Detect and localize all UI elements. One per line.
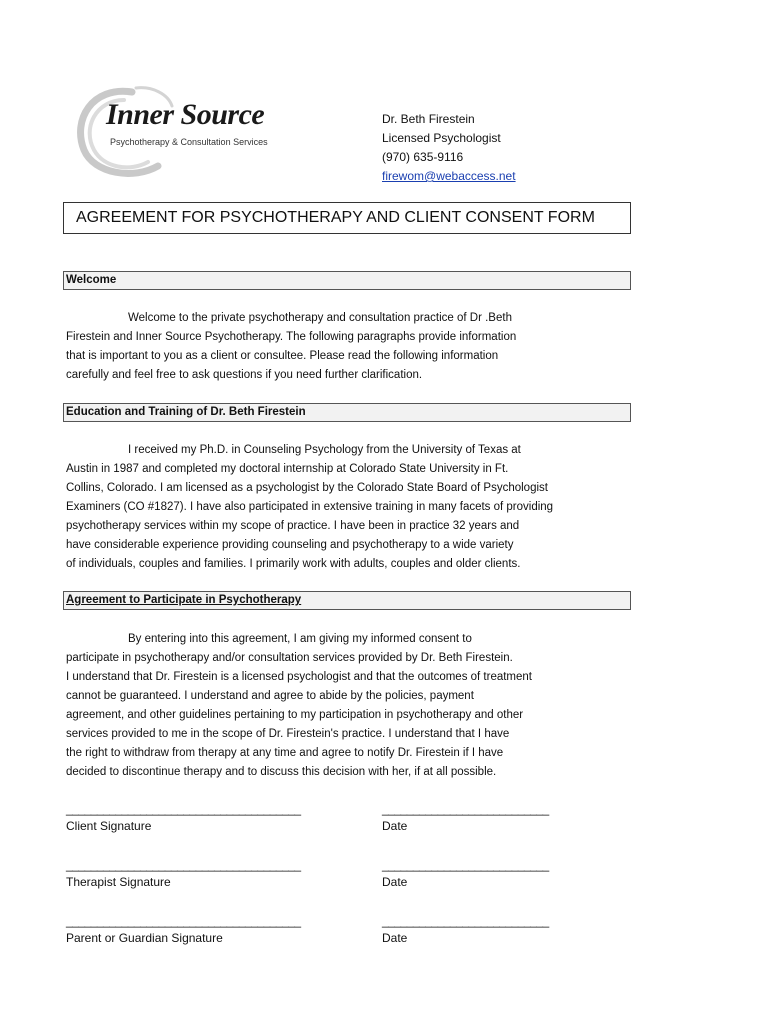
guardian-signature-line[interactable]: ______________________________________: [66, 914, 301, 928]
paragraph-line: have considerable experience providing counseling and psychotherapy to a wide variety: [66, 539, 514, 551]
paragraph-education: [66, 441, 626, 574]
contact-phone: (970) 635-9116: [382, 150, 464, 164]
therapist-date-line[interactable]: ___________________________: [382, 858, 549, 872]
paragraph-line: Austin in 1987 and completed my doctoral internship at Colorado State University in Ft.: [66, 463, 509, 475]
contact-email-link[interactable]: firewom@webaccess.net: [382, 169, 516, 183]
paragraph-line: the right to withdraw from therapy at any time and agree to notify Dr. Firestein if I have: [66, 747, 504, 759]
paragraph-line: By entering into this agreement, I am giving my informed consent to: [128, 633, 472, 645]
guardian-date-label: Date: [382, 931, 408, 945]
paragraph-line: Welcome to the private psychotherapy and consultation practice of Dr .Beth: [128, 312, 512, 324]
logo-name: Inner Source: [106, 98, 265, 131]
client-signature-line[interactable]: ______________________________________: [66, 802, 301, 816]
paragraph-line: I received my Ph.D. in Counseling Psychology from the University of Texas at: [128, 444, 521, 456]
section-heading-welcome: Welcome: [66, 274, 117, 286]
contact-block: [382, 110, 516, 186]
therapist-signature-label: Therapist Signature: [66, 875, 171, 889]
paragraph-line: of individuals, couples and families. I primarily work with adults, couples and older clients.: [66, 558, 521, 570]
paragraph-line: cannot be guaranteed. I understand and agree to abide by the policies, payment: [66, 690, 474, 702]
client-signature-label: Client Signature: [66, 819, 152, 833]
client-date-line[interactable]: ___________________________: [382, 802, 549, 816]
paragraph-line: that is important to you as a client or consultee. Please read the following information: [66, 350, 499, 362]
inner-source-logo: [72, 80, 292, 180]
form-title: AGREEMENT FOR PSYCHOTHERAPY AND CLIENT CONSENT FORM: [63, 202, 631, 234]
paragraph-welcome: [66, 309, 626, 385]
paragraph-line: participate in psychotherapy and/or consultation services provided by Dr. Beth Firestein.: [66, 652, 513, 664]
guardian-signature-label: Parent or Guardian Signature: [66, 931, 223, 945]
paragraph-line: Examiners (CO #1827). I have also participated in extensive training in many facets of providing: [66, 501, 554, 513]
section-heading-education: Education and Training of Dr. Beth Firestein: [66, 406, 306, 418]
section-header-agreement: [63, 591, 631, 610]
section-heading-agreement: Agreement to Participate in Psychotherapy: [66, 594, 302, 606]
contact-name: Dr. Beth Firestein: [382, 112, 475, 126]
guardian-date-line[interactable]: ___________________________: [382, 914, 549, 928]
therapist-date-label: Date: [382, 875, 408, 889]
paragraph-line: carefully and feel free to ask questions if you need further clarification.: [66, 369, 423, 381]
therapist-signature-line[interactable]: ______________________________________: [66, 858, 301, 872]
client-date-label: Date: [382, 819, 408, 833]
section-header-welcome: [63, 271, 631, 290]
paragraph-agreement: [66, 630, 626, 782]
paragraph-line: Collins, Colorado. I am licensed as a psychologist by the Colorado State Board of Psychologist: [66, 482, 548, 494]
section-header-education: [63, 403, 631, 422]
paragraph-line: services provided to me in the scope of Dr. Firestein's practice. I understand that I have: [66, 728, 510, 740]
contact-title: Licensed Psychologist: [382, 131, 501, 145]
paragraph-line: agreement, and other guidelines pertaining to my participation in psychotherapy and other: [66, 709, 524, 721]
paragraph-line: psychotherapy services within my scope of practice. I have been in practice 32 years and: [66, 520, 520, 532]
paragraph-line: Firestein and Inner Source Psychotherapy. The following paragraphs provide information: [66, 331, 517, 343]
paragraph-line: decided to discontinue therapy and to discuss this decision with her, if at all possible.: [66, 766, 497, 778]
paragraph-line: I understand that Dr. Firestein is a licensed psychologist and that the outcomes of treatment: [66, 671, 533, 683]
logo-tagline: Psychotherapy & Consultation Services: [110, 137, 268, 147]
